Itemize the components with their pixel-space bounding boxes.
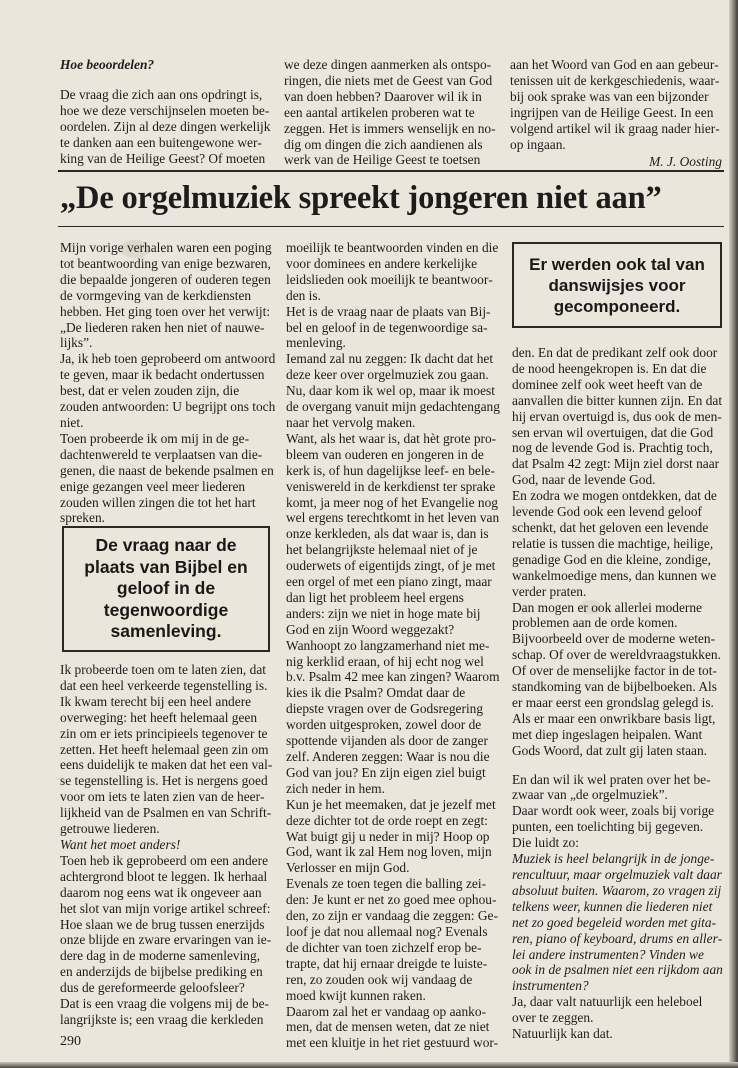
pull-quote-text: Er werden ook tal van danswijsjes voor gecomponeerd. xyxy=(529,254,705,316)
pull-quote-2 xyxy=(512,242,722,328)
top-col3-text: aan het Woord van God en aan gebeurtenissen uit de kerkgeschiedenis, waarbij ook sprake was van een bijzonder ingrijpen van de Heilige Geest. In een volgend artikel wil ik graag nader hierop ingaan. xyxy=(510,57,720,152)
paragraph: moeilijk te beantwoorden vinden en die voor dominees en andere kerkelijke leidslieden ook moeilijk te beantwoorden is. xyxy=(286,240,499,303)
paragraph: Iemand zal nu zeggen: Ik dacht dat het deze keer over orgelmuziek zou gaan. Nu, daar kom ik wel op, maar ik moest de overgang vanuit mijn gedachtengang naar het vervolg maken. xyxy=(286,351,500,430)
paragraph: En zodra we mogen ontdekken, dat de levende God ook een levend geloof schenkt, dat het geloven een levende relatie is tussen die machtige, heilige, genadige God en die kleine, zondige, wankelmoedige mens, dan kunnen we verder praten. xyxy=(512,488,717,599)
paragraph: Wanhoopt zo langzamerhand niet menig kerklid eraan, of hij echt nog wel b.v. Psalm 42 mee kan zingen? Waarom kies ik die Psalm? Omdat daar de diepste vragen over de Godsregering worden uitgesproken, zowel door de spottende vijanden als door de zanger zelf. Anderen zeggen: Waar is nou die God van jou? En zijn eigen ziel buigt zich neder in hem. xyxy=(286,637,500,796)
author-signature: M. J. Oosting xyxy=(649,154,722,170)
page-number: 290 xyxy=(60,1034,81,1049)
pull-quote-1 xyxy=(62,526,270,652)
paragraph-spacer xyxy=(512,759,724,772)
top-column-1 xyxy=(60,57,272,166)
paragraph: Het is de vraag naar de plaats van Bijbel en geloof in de tegenwoordige samenleving. xyxy=(286,303,491,351)
top-column-2 xyxy=(284,57,498,168)
paragraph: Die luidt zo: xyxy=(512,835,579,851)
paragraph: Toen heb ik geprobeerd om een andere achtergrond bloot te leggen. Ik herhaal daarom nog eens wat ik ongeveer aan het slot van mijn vorige artikel schreef: Hoe slaan we de brug tussen enerzijds onze blijde en zware ervaringen van iedere dag in de moderne samenleving, en anderzijds de bijbelse prediking en dus de gereformeerde geloofsleer? xyxy=(60,852,272,996)
paragraph: Daarom zal het er vandaag op aankomen, dat de mensen weten, dat ze niet met een kluitje in het riet gestuurd wor- xyxy=(286,1003,499,1051)
paragraph: Dat is een vraag die volgens mij de belangrijkste is; een vraag die kerkleden xyxy=(60,996,269,1027)
article-column-3 xyxy=(512,345,724,1042)
paragraph: Mijn vorige verhalen waren een poging tot beantwoording van enige bezwaren, die bepaalde jongeren of ouderen tegen de vormgeving van de kerkdiensten hebben. Het ging toen over het verwijt: „De liederen raken hen niet of nauwelijks”. xyxy=(60,240,272,351)
section-heading: Hoe beoordelen? xyxy=(60,57,155,72)
top-col1-text: De vraag die zich aan ons opdringt is, hoe we deze verschijnselen moeten beoordelen. Zijn al deze dingen werkelijk te danken aan een buitengewone werking van de Heilige Geest? Of moeten xyxy=(60,86,271,166)
paragraph: Evenals ze toen tegen die balling zeiden: Je kunt er net zo goed mee ophouden, zo zijn er vandaag die zeggen: Geloof je dat nou allemaal nog? Evenals de dichter van toen zichzelf erop betrapte, dat hij ernaar dreigde te luisteren, zo zouden ook wij vandaag de moed kwijt kunnen raken. xyxy=(286,876,498,1003)
paragraph: Kun je het meemaken, dat je jezelf met deze dichter tot de orde roept en zegt: Wat buigt gij u neder in mij? Hoop op God, want ik zal Hem nog loven, mijn Verlosser en mijn God. xyxy=(286,796,496,876)
paragraph: Daar wordt ook weer, zoals bij vorige punten, een toelichting bij gegeven. xyxy=(512,803,715,835)
top-column-3 xyxy=(510,57,722,185)
paragraph: Toen probeerde ik om mij in de gedachtenwereld te verplaatsen van diegenen, die naast de bekende psalmen en enige gezangen veel meer liederen zouden willen zingen die tot het hart spreken. xyxy=(60,430,274,526)
article-column-1 xyxy=(60,240,276,526)
article-title: „De orgelmuziek spreekt jongeren niet aan” xyxy=(60,180,662,216)
paragraph: den. En dat de predikant zelf ook door de nood heengekropen is. En dat die dominee zelf ook weet heeft van de aanvallen die bitter kunnen zijn. En dat hij ervan overtuigd is, dus ook de mensen ervan wil overtuigen, dat die God nog de levende God is. Prachtig toch, dat Psalm 42 zegt: Mijn ziel dorst naar God, naar de levende God. xyxy=(512,345,723,488)
page-bottom-shadow xyxy=(0,1062,738,1068)
italic-subheading: Want het moet anders! xyxy=(60,836,181,852)
section-divider-top xyxy=(58,170,724,172)
page-edge-shadow xyxy=(729,0,738,1068)
paragraph: Ja, daar valt natuurlijk een heleboel over te zeggen. xyxy=(512,994,703,1026)
paragraph: Ik probeerde toen om te laten zien, dat dat een heel verkeerde tegenstelling is. Ik kwam terecht bij een heel andere overweging: het heeft helemaal geen zin om er iets principieels tegenover te zetten. Het heeft helemaal geen zin om eens duidelijk te maken dat het een valse tegenstelling is. Het is nergens goed voor om iets te laten zien van de heerlijkheid van de Psalmen en van Schriftgetrouwe liederen. xyxy=(60,662,273,837)
italic-quote: Muziek is heel belangrijk in de jongerencultuur, maar orgelmuziek valt daar absoluut buiten. Waarom, zo vragen zij telkens weer, kunnen die liederen niet net zo goed begeleid worden met gitaren, piano of keyboard, drums en allerlei andere instrumenten? Vinden we ook in de psalmen niet een rijkdom aan instrumenten? xyxy=(512,851,723,994)
paragraph: Natuurlijk kan dat. xyxy=(512,1026,613,1042)
top-col2-text: we deze dingen aanmerken als ontsporingen, die niets met de Geest van God van doen hebben? Daarover wil ik in een aantal artikelen proberen wat te zeggen. Het is immers wenselijk en nodig om dingen die zich aandienen als werk van de Heilige Geest te toetsen xyxy=(284,57,496,168)
paragraph: En dan wil ik wel praten over het bezwaar van „de orgelmuziek”. xyxy=(512,771,711,803)
article-column-2 xyxy=(286,240,500,1051)
paragraph: Dan mogen er ook allerlei moderne problemen aan de orde komen. Bijvoorbeeld over de moderne wetenschap. Of over de wereldvraagstukken. Of over de menselijke factor in de totstandkoming van de bijbelboeken. Als er maar eerst een grondslag gelegd is. Als er maar een onwrikbare basis ligt, met diep ingeslagen heipalen. Want Gods Woord, dat zult gij laten staan. xyxy=(512,599,721,758)
section-divider-title xyxy=(58,226,724,227)
paragraph: Want, als het waar is, dat hèt grote probleem van ouderen en jongeren in de kerk is, of hun dagelijkse leef- en beleveniswereld in de kerkdienst ter sprake komt, ja meer nog of het Evangelie nog wel ergens terechtkomt in het leven van onze kerkleden, als dat waar is, dan is het belangrijkste helemaal niet of je ouderwets of eigentijds zingt, of je met een orgel of met een piano zingt, maar dan ligt het probleem heel ergens anders: zijn we niet in hoge mate bij God en zijn Woord weggezakt? xyxy=(286,430,500,637)
paragraph: Ja, ik heb toen geprobeerd om antwoord te geven, maar ik bedacht ondertussen best, dat er velen zouden zijn, die zouden antwoorden: U begrijpt ons toch niet. xyxy=(60,351,276,430)
article-column-1-continued xyxy=(60,662,276,1028)
pull-quote-text: De vraag naar de plaats van Bijbel en geloof in de tegenwoordige samenleving. xyxy=(84,535,248,642)
